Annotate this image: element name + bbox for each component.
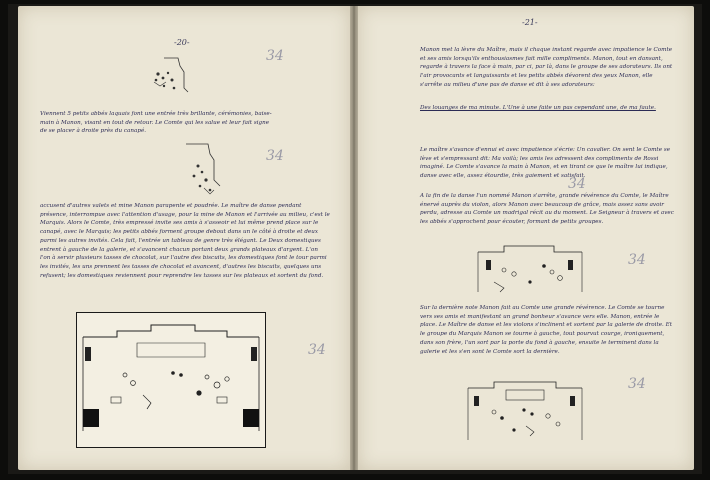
paragraph: accusent d'autres valets et mine Manon parapente et poudrée. Le maître de danse pendant présence, interrompue avec l'attention d'usage, pour la mine de Manon et l'arrivée au milieu, c'est le Marquis. Alors le Comte, très empressé invite ses amis à s'asseoir et lui même prend place sur le canapé, avec le Marquis; les petits abbés forment groupe debout dans un le côté à droite et deux parmi les autres invités. Cela fait, l'entrée un tableau de genre très élégant. Le Deux domestiques entrent à gauche de la galerie, et s'avancent chacun portant deux grands plateaux d'argent. L'on l'on à servir plusieurs tasses de chocolat, sur l'autre des biscuits, les domestiques font le tour parmi les invités, les uns prennent les tasses de chocolat et avancent, d'autres les biscuits, quelques uns refusent; les domestiques reviennent pour reprendre les tasses sur les plateaux et sortent du fond. bbox=[40, 203, 330, 279]
stage-diagram bbox=[77, 313, 265, 447]
paragraph: Manon met la lèvre du Maître, mais il chaque instant regarde avec impatience le Comte et ses amis lorsqu'ils enthousiasmes fait mille compliments. Manon, tout en dansant, regarde à travers la face à main, par ci, par là, dans le groupe de ses adorateurs. Ils ont l'air provocants et languissants et les petits abbés dévorent des yeux Manon, elle s'arrête au milieu d'une pas de danse et dit à ses adorateurs: bbox=[420, 47, 673, 88]
left-page bbox=[18, 6, 350, 470]
pencil-note: 34 bbox=[628, 376, 646, 392]
stage-sketch bbox=[474, 242, 586, 298]
stage-sketch-small bbox=[180, 140, 228, 202]
left-page-number: -20- bbox=[174, 38, 190, 47]
paragraph: Viennent 5 petits abbés laquais font une entrée très brillante, cérémonies, baise-main à Manon, visant en tout de retour. Le Comte qui les salue et leur fait signe de se placer à droite près du canapé. bbox=[40, 111, 272, 135]
pencil-note: 34 bbox=[308, 342, 326, 358]
stage-sketch bbox=[466, 374, 584, 446]
paragraph: Le maître s'avance d'ennui et avec impatience s'écrie: Un cavalier. On sent le Comte se lève et s'empressant dit: Ma voilà; les amis les adressent des compliments de Rossi imaginé. Le Comte s'avance la main à Manon, et en tirant ce que le maître lui indique, danse avec elle, assez étourdie, très gaiement et satisfait. bbox=[420, 147, 671, 180]
pencil-note: 34 bbox=[266, 148, 284, 164]
paragraph: A la fin de la danse l'un nommé Manon s'arrête, grande révérence du Comte, le Maître énervé auprès du violon, alors Manon avec beaucoup de grâce, mais assez sans avoir perdu, adresse au Comte un madrigal récit au du moment. Le Seigneur à travers et avec les abbés s'approchent pour écouter, formant de petits groupes. bbox=[420, 193, 674, 226]
underlined-text: Des louanges de ma minute. L'Une à une faite un pas cependant une, de ma faute. bbox=[420, 105, 656, 111]
pencil-note: 34 bbox=[628, 252, 646, 268]
stage-diagram-box bbox=[76, 312, 266, 448]
pencil-note: 34 bbox=[568, 176, 586, 192]
underlined-phrase bbox=[420, 104, 676, 113]
book-spread bbox=[8, 4, 702, 474]
paragraph: Sur la dernière note Manon fait au Comte une grande révérence. Le Comte se tourne vers ses amis et manifestant un grand bonheur s'avance vers elle. Manon, entrée le place. Le Maître de danse et les violons s'inclinent et sortent par la galerie de droite. Et le groupe du Marquis Manon se tourne à gauche, tout pourvut courge, ironiquement, dans son frère, l'un sort par la porte du fond à gauche, ensuite le terminent dans la galerie et les s'en sont le Comte sort la dernière. bbox=[420, 305, 673, 355]
stage-sketch-small bbox=[144, 52, 204, 102]
right-page-number: -21- bbox=[522, 18, 538, 27]
pencil-note: 34 bbox=[266, 48, 284, 64]
right-page bbox=[358, 6, 694, 470]
